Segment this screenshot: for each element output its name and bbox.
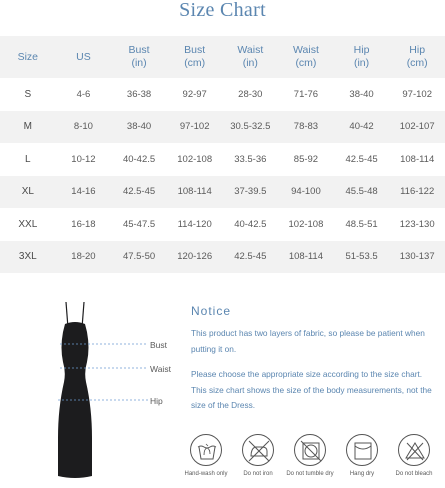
measurement-cell: 102-108 — [177, 153, 213, 165]
page-title: Size Chart — [179, 0, 266, 21]
measurement-cell: 42.5-45 — [122, 186, 156, 198]
care-no-tumble-dry — [284, 434, 336, 477]
notice-text-fabric: This product has two layers of fabric, so please be patient when putting it on. — [191, 328, 425, 354]
table-row — [0, 176, 445, 209]
measurement-cell: 102-108 — [288, 218, 324, 230]
dress-icon — [50, 298, 180, 484]
care-hand-wash — [180, 434, 232, 477]
no-tumble-dry-label: Do not tumble dry — [286, 471, 334, 477]
measurement-cell: 42.5-45 — [345, 153, 378, 165]
measurement-cell: 116-122 — [400, 186, 435, 198]
size-chart-table — [0, 36, 445, 273]
no-bleach-label: Do not bleach — [395, 471, 433, 477]
measurement-cell: 8-10 — [73, 121, 93, 133]
measurement-cell: 38-40 — [126, 121, 152, 133]
table-row — [0, 78, 445, 111]
measurement-cell: 94-100 — [291, 186, 321, 198]
header-waist-cm: Waist (cm) — [293, 44, 319, 69]
measurement-cell: 42.5-45 — [234, 251, 267, 263]
waist-label: Waist — [150, 364, 171, 374]
measurement-cell: 51-53.5 — [345, 251, 378, 263]
care-no-iron — [232, 434, 284, 477]
hang-dry-icon — [346, 434, 378, 466]
measurement-cell: 40-42.5 — [122, 153, 156, 165]
no-iron-label: Do not iron — [243, 471, 273, 477]
measurement-cell: 123-130 — [399, 218, 435, 230]
table-row — [0, 241, 445, 274]
header-waist-in: Waist (in) — [237, 44, 264, 69]
measurement-cell: 102-107 — [399, 121, 435, 133]
hip-label: Hip — [150, 396, 163, 406]
hand-wash-label: Hand-wash only — [184, 471, 228, 477]
header-hip-in: Hip (in) — [353, 44, 370, 69]
dress-illustration — [50, 298, 180, 484]
measurement-cell: 97-102 — [402, 88, 432, 100]
bust-label: Bust — [150, 340, 168, 350]
measurement-cell: 45-47.5 — [122, 218, 156, 230]
measurement-cell: 108-114 — [288, 251, 324, 263]
table-header-row — [0, 36, 445, 78]
hang-dry-label: Hang dry — [349, 471, 375, 477]
measurement-cell: 130-137 — [399, 251, 435, 263]
header-bust-in: Bust (in) — [128, 44, 150, 69]
measurement-cell: 37-39.5 — [234, 186, 267, 198]
care-no-bleach — [388, 434, 440, 477]
measurement-cell: 30.5-32.5 — [230, 121, 271, 133]
header-us: US — [76, 50, 91, 63]
measurement-cell: 108-114 — [400, 153, 435, 165]
care-icons-row — [180, 434, 445, 488]
measurement-cell: 114-120 — [177, 218, 212, 230]
size-cell: XXL — [18, 218, 38, 230]
no-tumble-dry-icon — [294, 434, 326, 466]
size-cell: XL — [21, 186, 34, 198]
measurement-cell: 108-114 — [177, 186, 212, 198]
header-size: Size — [17, 50, 39, 63]
table-row — [0, 208, 445, 241]
measurement-cell: 36-38 — [126, 88, 152, 100]
size-cell: L — [25, 153, 31, 165]
notice-title: Notice — [191, 304, 232, 318]
measurement-cell: 40-42.5 — [234, 218, 267, 230]
measurement-cell: 45.5-48 — [345, 186, 378, 198]
measurement-cell: 10-12 — [71, 153, 96, 165]
no-bleach-icon — [398, 434, 430, 466]
header-bust-cm: Bust (cm) — [184, 44, 206, 69]
measurement-cell: 120-126 — [177, 251, 213, 263]
measurement-cell: 92-97 — [182, 88, 207, 100]
measurement-cell: 28-30 — [238, 88, 263, 100]
table-row — [0, 111, 445, 144]
measurement-cell: 48.5-51 — [345, 218, 378, 230]
measurement-cell: 18-20 — [71, 251, 96, 263]
measurement-cell: 85-92 — [293, 153, 319, 165]
measurement-cell: 33.5-36 — [234, 153, 267, 165]
header-hip-cm: Hip (cm) — [406, 44, 428, 69]
measurement-cell: 14-16 — [71, 186, 96, 198]
measurement-cell: 78-83 — [293, 121, 319, 133]
size-cell: M — [23, 121, 32, 133]
measurement-cell: 97-102 — [179, 121, 210, 133]
measurement-cell: 47.5-50 — [122, 251, 156, 263]
table-row — [0, 143, 445, 176]
no-iron-icon — [242, 434, 274, 466]
hand-wash-icon — [190, 434, 222, 466]
size-cell: 3XL — [18, 251, 37, 263]
care-hang-dry — [336, 434, 388, 477]
measurement-cell: 40-42 — [349, 121, 374, 133]
measurement-cell: 4-6 — [76, 88, 91, 100]
notice-text-size-guide: Please choose the appropriate size according to the size chart. This size chart shows the size of the body measurements, not the size of the Dress. — [191, 369, 432, 411]
size-cell: S — [24, 88, 32, 100]
measurement-cell: 16-18 — [71, 218, 96, 230]
measurement-cell: 38-40 — [349, 88, 374, 100]
measurement-cell: 71-76 — [293, 88, 319, 100]
